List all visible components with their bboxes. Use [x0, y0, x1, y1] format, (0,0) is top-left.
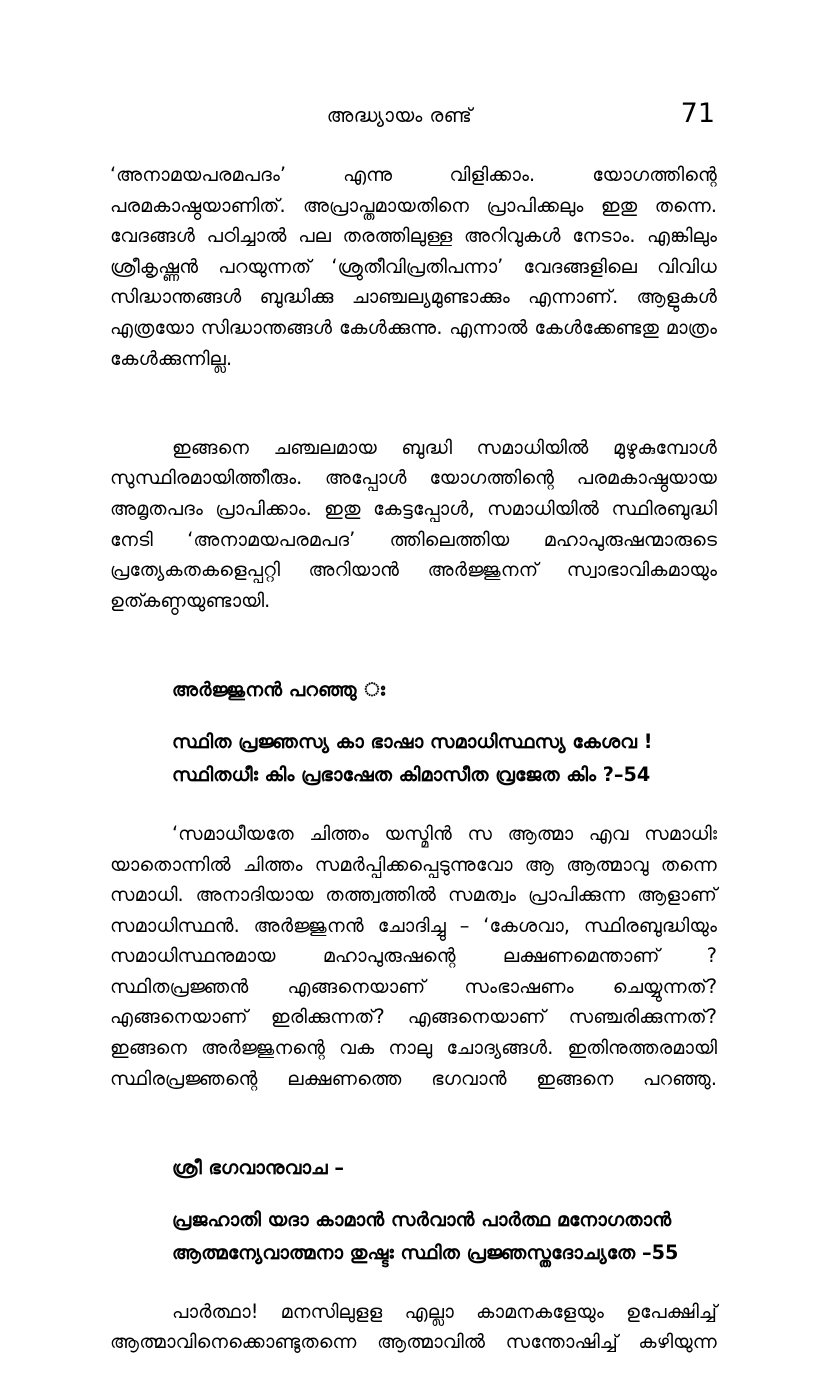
paragraph-1: ‘അനാമയപരമപദം’ എന്നു വിളിക്കാം. യോഗത്തിന്റെ പരമകാഷ്ഠയാണിത്. അപ്രാപ്തമായതിനെ പ്രാപിക്കലും ഇതു തന്നെ. വേദങ്ങൾ പഠിച്ചാൽ പല തരത്തിലുള്ള അറിവുകൾ നേടാം. എങ്കിലും ശ്രീകൃഷ്ണൻ പറയുന്നത് ‘ശ്രുതീവിപ്രതിപന്നാ’ വേദങ്ങളിലെ വിവിധ സിദ്ധാന്തങ്ങൾ ബുദ്ധിക്കു ചാഞ്ചല്യമുണ്ടാക്കും എന്നാണ്. ആളുകൾ എത്രയോ സിദ്ധാന്തങ്ങൾ കേൾക്കുന്നു. എന്നാൽ കേൾക്കേണ്ടതു മാത്രം കേൾക്കുന്നില്ല. [110, 163, 717, 370]
page-content [110, 160, 717, 1389]
chapter-title: അദ്ധ്യായം രണ്ട് [326, 104, 473, 127]
heading-sri-bhagavan-uvacha: ശ്രീ ഭഗവാനുവാച – [172, 1155, 345, 1179]
spacer [110, 1269, 717, 1297]
spacer [110, 405, 717, 433]
paragraph-4: പാർത്ഥാ! മനസിലുളള എല്ലാ കാമനകളേയും ഉപേക്ഷിച്ച് ആത്മാവിനെക്കൊണ്ടുതന്നെ ആത്മാവിൽ സന്തോഷിച്ച് കഴിയുന്ന [110, 1299, 717, 1354]
verse-55 [172, 1203, 717, 1269]
running-header [110, 100, 715, 134]
verse-54-line-2: സ്ഥിതധീഃ കിം പ്രഭാഷേത കിമാസീത വ്രജേത കിം ?–54 [172, 762, 651, 786]
heading-arjuna-said: അർജ്ജുനൻ പറഞ്ഞു ഃ [172, 677, 386, 701]
paragraph-3: ‘സമാധീയതേ ചിത്തം യസ്മിൻ സ ആത്മാ എവ സമാധിഃ യാതൊന്നിൽ ചിത്തം സമർപ്പിക്കപ്പെടുന്നുവോ ആ ആത്മാവു തന്നെ സമാധി. അനാദിയായ തത്ത്വത്തിൽ സമത്വം പ്രാപിക്കുന്ന ആളാണ് സമാധിസ്ഥൻ. അർജ്ജുനൻ ചോദിച്ചു – ‘കേശവാ, സ്ഥിരബുദ്ധിയും സമാധിസ്ഥനുമായ മഹാപുരുഷന്റെ ലക്ഷണമെന്താണ് ? സ്ഥിതപ്രജ്ഞൻ എങ്ങനെയാണ് സംഭാഷണം ചെയ്യുന്നത്? എങ്ങനെയാണ് ഇരിക്കുന്നത്? എങ്ങനെയാണ് സഞ്ചരിക്കുന്നത്? ഇങ്ങനെ അർജ്ജുനന്റെ വക നാലു ചോദ്യങ്ങൾ. ഇതിനുത്തരമായി സ്ഥിരപ്രജ്ഞന്റെ ലക്ഷണത്തെ ഭഗവാൻ ഇങ്ങനെ പറഞ്ഞു. [110, 821, 717, 1090]
verse-54-line-1: സ്ഥിത പ്രജ്ഞസ്യ കാ ഭാഷാ സമാധിസ്ഥസ്യ കേശവ ! [172, 729, 653, 753]
spacer [110, 647, 717, 675]
verse-55-line-1: പ്രജഹാതി യദാ കാമാൻ സർവാൻ പാർത്ഥ മനോഗതാൻ [172, 1207, 672, 1231]
spacer [110, 705, 717, 725]
spacer [110, 791, 717, 819]
page-number: 71 [680, 98, 715, 129]
paragraph-2: ഇങ്ങനെ ചഞ്ചലമായ ബുദ്ധി സമാധിയിൽ മുഴുകുമ്പോൾ സുസ്ഥിരമായിത്തീരും. അപ്പോൾ യോഗത്തിന്റെ പരമകാഷ്ഠയായ അമൃതപദം പ്രാപിക്കാം. ഇതു കേട്ടപ്പോൾ, സമാധിയിൽ സ്ഥിരബുദ്ധി നേടി ‘അനാമയപരമപദ’ ത്തിലെത്തിയ മഹാപുരുഷന്മാരുടെ പ്രത്യേകതകളെപ്പറ്റി അറിയാൻ അർജ്ജുനന് സ്വാഭാവികമായും ഉത്കണ്ഠയുണ്ടായി. [110, 435, 717, 612]
verse-55-line-2: ആത്മന്യേവാത്മനാ തുഷ്ടഃ സ്ഥിത പ്രജ്ഞസ്തദോച്യതേ –55 [172, 1240, 679, 1264]
verse-54 [172, 725, 717, 791]
spacer [110, 1125, 717, 1153]
spacer [110, 1183, 717, 1203]
